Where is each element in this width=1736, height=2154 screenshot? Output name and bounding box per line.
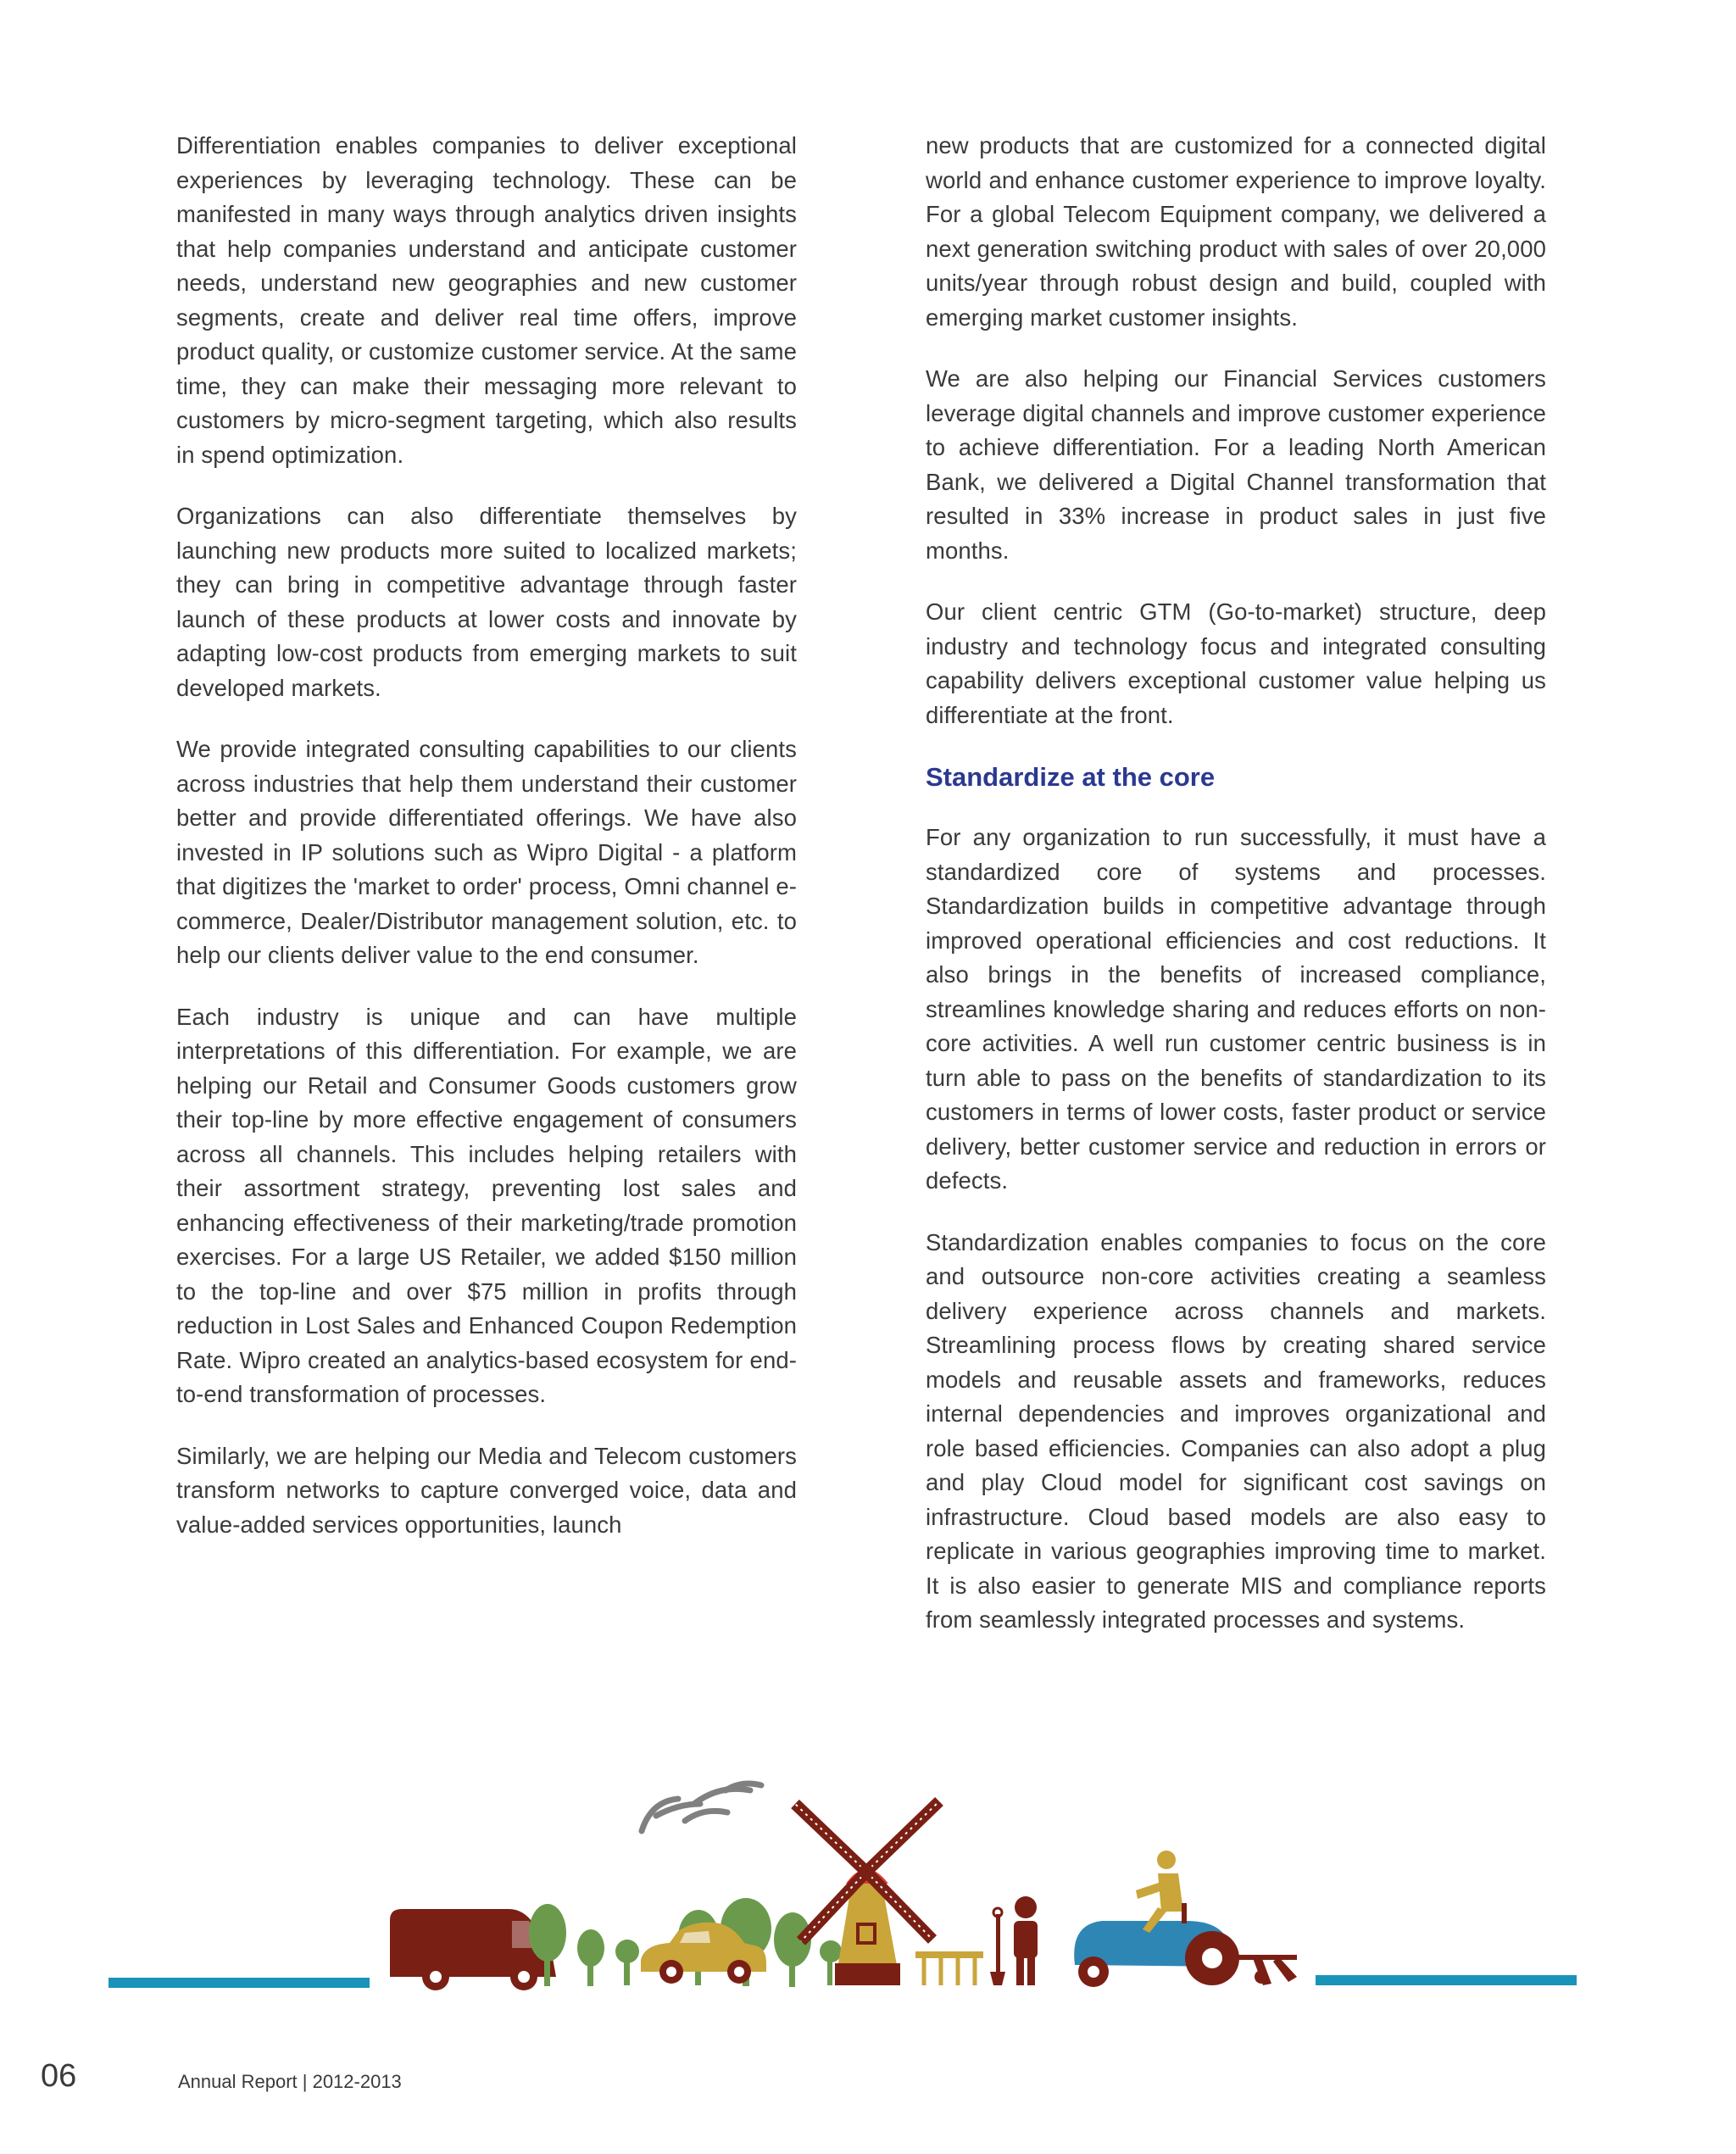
right-column xyxy=(926,129,1546,1665)
paragraph: Organizations can also differentiate themselves by launching new products more suited to localized markets; they can bring in competitive advantage through faster launch of these products at lower costs and innovate by adapting low-cost products from emerging markets to suit developed markets. xyxy=(176,503,797,701)
paragraph: Differentiation enables companies to deliver exceptional experiences by leveraging technology. These can be manifested in many ways through analytics driven insights that help companies understand and anticipate customer needs, understand new geographies and new customer segments, create and deliver real time offers, improve product quality, or customize customer service. At the same time, they can make their messaging more relevant to customers by micro-segment targeting, which also results in spend optimization. xyxy=(176,132,797,468)
paragraph: Similarly, we are helping our Media and Telecom customers transform networks to capture converged voice, data and value-added services opportunities, launch xyxy=(176,1442,797,1538)
wheat-icon xyxy=(915,1951,983,1985)
countryside-illustration xyxy=(0,1755,1736,2009)
farmer-icon xyxy=(990,1896,1038,1985)
report-title: Annual Report | 2012-2013 xyxy=(178,2071,402,2092)
section-heading: Standardize at the core xyxy=(926,762,1216,792)
ground-line-left xyxy=(108,1978,370,1988)
birds-icon xyxy=(642,1784,761,1831)
paragraph: Each industry is unique and can have multiple interpretations of this differentiation. For example, we are helping our Retail and Consumer Goods customers grow their top-line by more effective engagement of consumers across all channels. This includes helping retailers with their assortment strategy, preventing lost sales and enhancing effectiveness of their marketing/trade promotion exercises. For a large US Retailer, we added $150 million to the top-line and over $75 million in profits through reduction in Lost Sales and Enhanced Coupon Redemption Rate. Wipro created an analytics-based ecosystem for end-to-end transformation of processes. xyxy=(176,1003,797,1407)
ground-line-right xyxy=(1316,1975,1577,1985)
paragraph: new products that are customized for a connected digital world and enhance customer experience to improve loyalty. For a global Telecom Equipment company, we delivered a next generation switching product with sales of over 20,000 units/year through robust design and build, coupled with emerging market customer insights. xyxy=(926,132,1546,331)
page-number: 06 xyxy=(41,2058,77,2094)
left-column xyxy=(176,129,797,1569)
paragraph: We are also helping our Financial Services customers leverage digital channels and improve customer experience to achieve differentiation. For a leading North American Bank, we delivered a Digital Channel transformation that resulted in 33% increase in product sales in just five months. xyxy=(926,365,1546,564)
paragraph: For any organization to run successfully, it must have a standardized core of systems and processes. Standardization builds in competitive advantage through improved operational efficiencies and cost reductions. It also brings in the benefits of increased compliance, streamlines knowledge sharing and reduces efforts on non-core activities. A well run customer centric business is in turn able to pass on the benefits of standardization to its customers in terms of lower costs, faster product or service delivery, better customer service and reduction in errors or defects. xyxy=(926,824,1546,1194)
tractor-icon xyxy=(1074,1851,1239,1987)
paragraph: Standardization enables companies to focus on the core and outsource non-core activities creating a seamless delivery experience across channels and markets. Streamlining process flows by creating shared service models and reusable assets and frameworks, reduces internal dependencies and improves organizational and role based efficiencies. Companies can also adopt a plug and play Cloud model for significant cost savings on infrastructure. Cloud based models are also easy to replicate in various geographies improving time to market. It is also easier to generate MIS and compliance reports from seamlessly integrated processes and systems. xyxy=(926,1228,1546,1633)
plough-icon xyxy=(1238,1955,1297,1985)
paragraph: Our client centric GTM (Go-to-market) structure, deep industry and technology focus and integrated consulting capability delivers exceptional customer value helping us differentiate at the front. xyxy=(926,598,1546,728)
paragraph: We provide integrated consulting capabilities to our clients across industries that help them understand their customer better and provide differentiated offerings. We have also invested in IP solutions such as Wipro Digital - a platform that digitizes the 'market to order' process, Omni channel e-commerce, Dealer/Distributor management solution, etc. to help our clients deliver value to the end consumer. xyxy=(176,736,797,968)
